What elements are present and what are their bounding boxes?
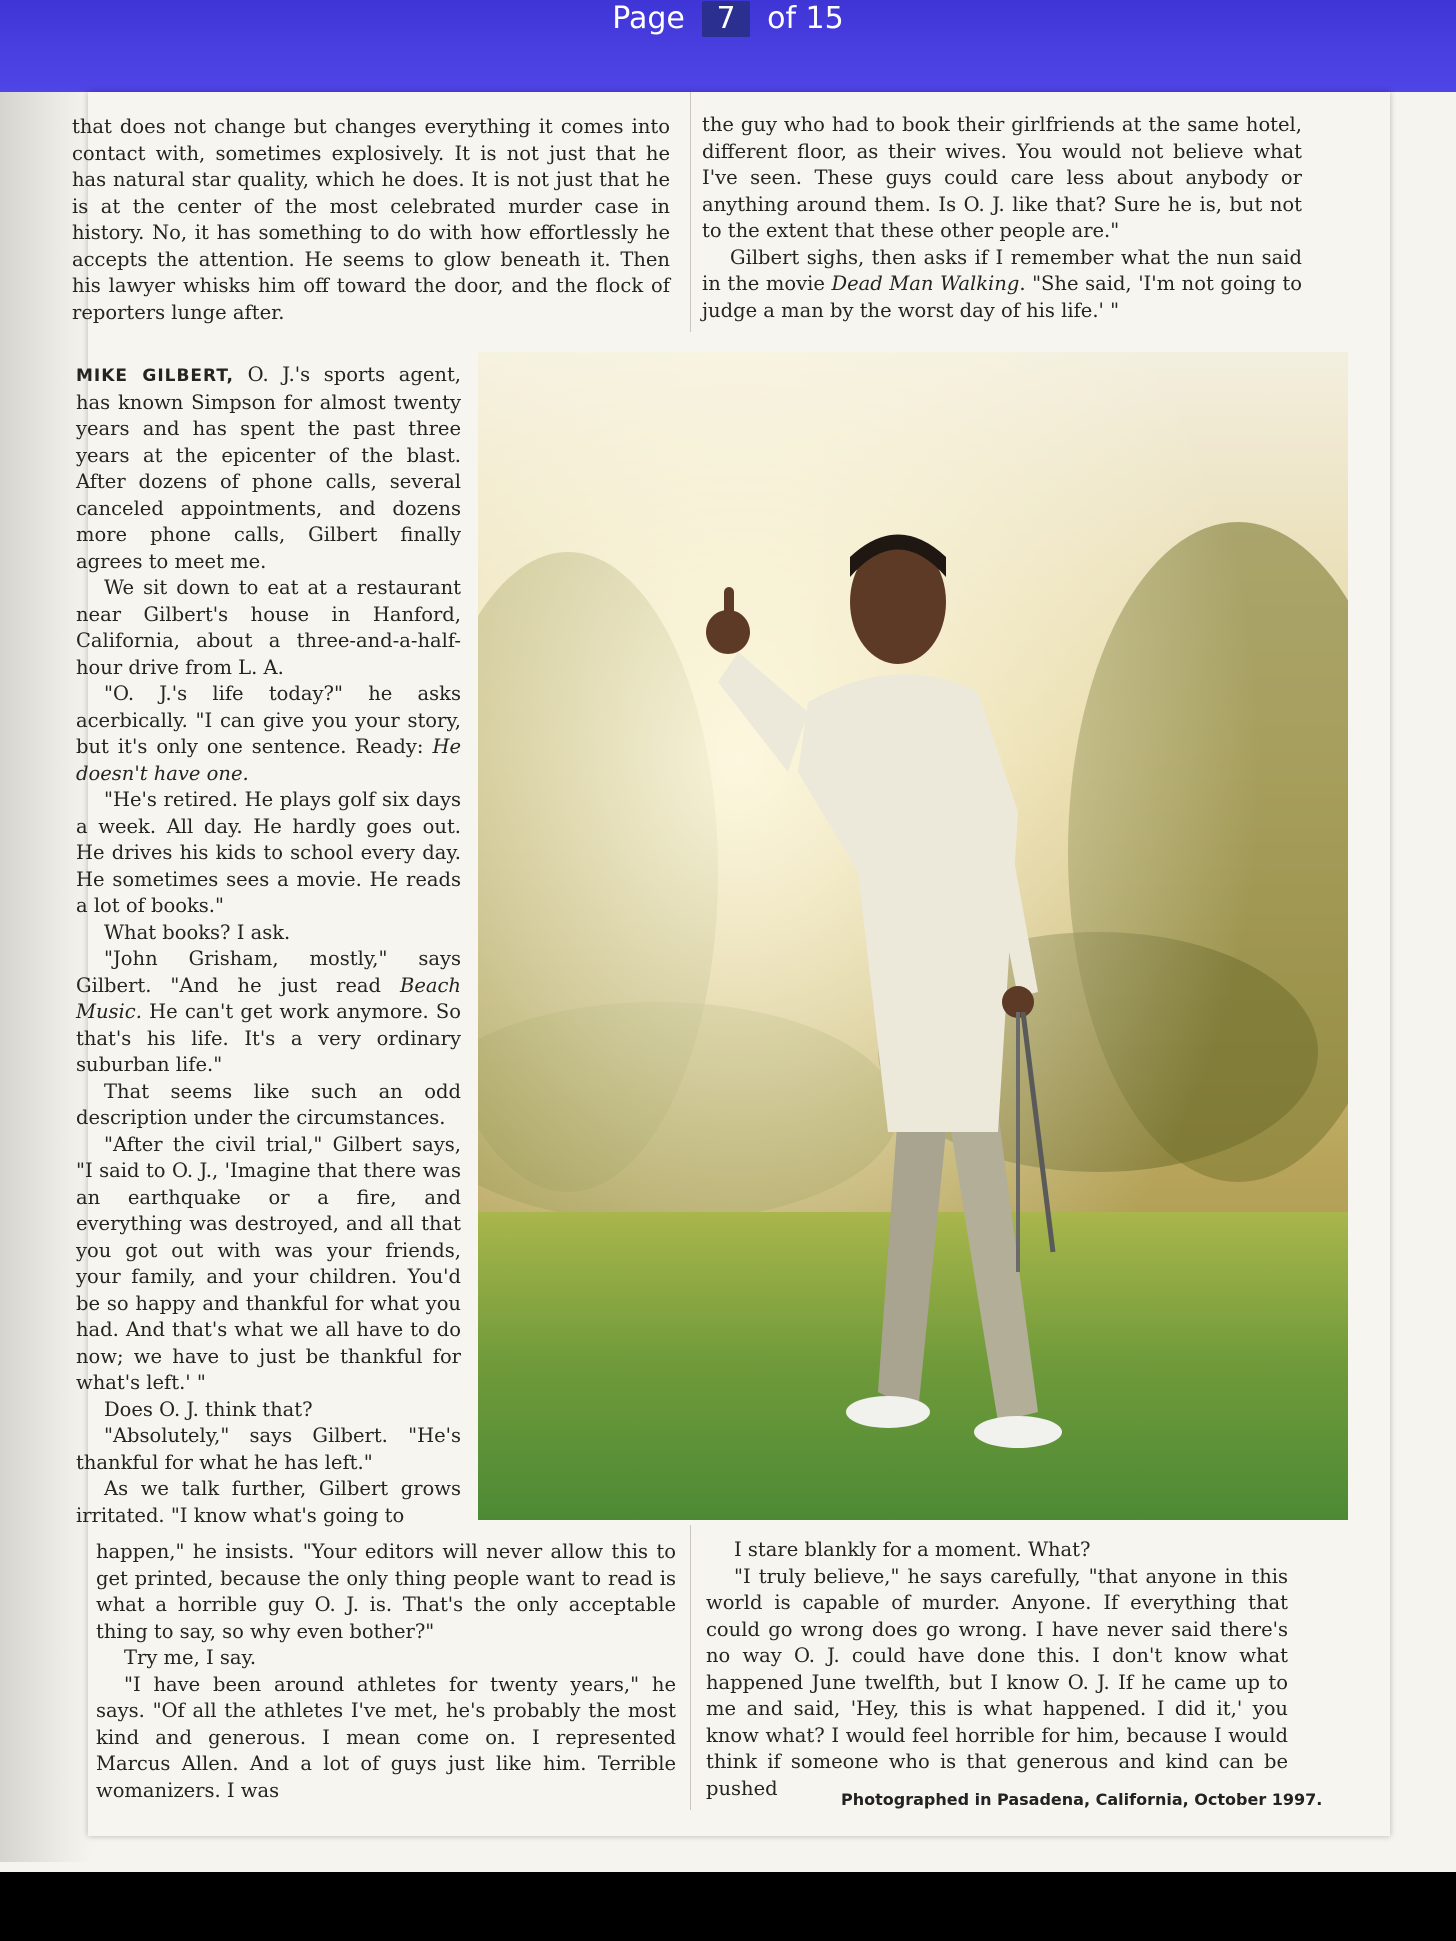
- paragraph: "He's retired. He plays golf six days a week. All day. He hardly goes out. He drives his kids to school every day. He sometimes sees a movie. He reads a lot of books.": [76, 788, 461, 917]
- paragraph: What books? I ask.: [104, 920, 291, 944]
- paragraph: Try me, I say.: [124, 1646, 257, 1669]
- movie-title: Dead Man Walking: [831, 272, 1020, 295]
- text-span: "O. J.'s life today?" he asks acerbically. "I can give you your story, but it's only one sentence. Ready:: [76, 682, 461, 758]
- text-span: "John Grisham, mostly," says Gilbert. "And he just read: [76, 947, 461, 997]
- paragraph: We sit down to eat at a restaurant near Gilbert's house in Hanford, California, about a three-and-a-half-hour drive from L. A.: [76, 576, 461, 679]
- paragraph: that does not change but changes everything it comes into contact with, sometimes explosively. It is not just that he has natural star quality, which he does. It is not just that he is at the center of the most celebrated murder case in history. No, it has something to do with how effortlessly he accepts the attention. He seems to glow beneath it. Then his lawyer whisks him off toward the door, and the flock of reporters lunge after.: [72, 115, 670, 324]
- emphasis: He doesn't have one.: [76, 735, 461, 785]
- article-column-narrow: [76, 362, 461, 1529]
- paragraph: Does O. J. think that?: [104, 1397, 313, 1421]
- page-total-label: of 15: [767, 1, 844, 36]
- book-title: Beach Music.: [76, 973, 461, 1023]
- paragraph: "I have been around athletes for twenty years," he says. "Of all the athletes I've met, he's probably the most kind and generous. I mean come on. I represented Marcus Allen. And a lot of guys just like him. Terrible womanizers. I was: [96, 1672, 676, 1802]
- paragraph: [76, 946, 461, 1079]
- article-column-left-bottom: [96, 1539, 676, 1804]
- paragraph: "After the civil trial," Gilbert says, "I said to O. J., 'Imagine that there was an earthquake or a fire, and everything was destroyed, and all that you got out with was your friends, your family, and your children. You'd be so happy and thankful for what you had. And that's what we all have to do now; we have to just be thankful for what's left.' ": [76, 1132, 461, 1394]
- column-divider: [690, 92, 691, 332]
- viewer-toolbar: [0, 0, 1456, 92]
- paragraph: [76, 362, 461, 575]
- page-label: Page: [612, 1, 685, 36]
- paragraph: "I truly believe," he says carefully, "that anyone in this world is capable of murder. Anyone. If everything that could go wrong does go wrong. I have never said there's no way O. J. could have done this. I don't know what happened June twelfth, but I know O. J. If he came up to me and said, 'Hey, this is what happened. I did it,' you know what? I would feel horrible for him, because I would think if someone who is that generous and kind can be pushed: [706, 1564, 1288, 1800]
- paragraph: [76, 681, 461, 787]
- paragraph: the guy who had to book their girlfriends at the same hotel, different floor, as their wives. You would not believe what I've seen. These guys could care less about anybody or anything around them. Is O. J. like that? Sure he is, but not to the extent that these other people are.": [702, 113, 1302, 242]
- paragraph: As we talk further, Gilbert grows irritated. "I know what's going to: [76, 1477, 461, 1527]
- page-number-field[interactable]: 7: [702, 1, 749, 37]
- paragraph: I stare blankly for a moment. What?: [734, 1538, 1091, 1561]
- article-column-right-bottom: [706, 1537, 1288, 1802]
- page-indicator: [0, 1, 1456, 37]
- paragraph: [702, 245, 1302, 325]
- paragraph: "Absolutely," says Gilbert. "He's thankful for what he has left.": [76, 1424, 461, 1474]
- golf-photo: [478, 352, 1348, 1520]
- photo-caption: Photographed in Pasadena, California, October 1997.: [841, 1790, 1323, 1809]
- paragraph: happen," he insists. "Your editors will never allow this to get printed, because the only thing people want to read is what a horrible guy O. J. is. That's the only acceptable thing to say, so why even bother?": [96, 1540, 676, 1643]
- text-span: Gilbert sighs, then asks if I remember what the nun said in the movie: [702, 245, 1302, 295]
- paragraph: That seems like such an odd description under the circumstances.: [76, 1079, 461, 1129]
- text-span: O. J.'s sports agent, has known Simpson for almost twenty years and has spent the past three years at the epicenter of the blast. After dozens of phone calls, several canceled appointments, and dozens more phone calls, Gilbert finally agrees to meet me.: [76, 363, 461, 573]
- article-column-right-top: [702, 112, 1302, 324]
- article-column-left-top: [72, 114, 670, 326]
- text-span: He can't get work anymore. So that's his life. It's a very ordinary suburban life.": [76, 1000, 461, 1076]
- text-span: . "She said, 'I'm not going to judge a man by the worst day of his life.' ": [702, 272, 1303, 322]
- viewer-bottom-bar: [0, 1872, 1456, 1941]
- lead-in: MIKE GILBERT,: [76, 366, 234, 386]
- column-divider: [690, 1525, 691, 1810]
